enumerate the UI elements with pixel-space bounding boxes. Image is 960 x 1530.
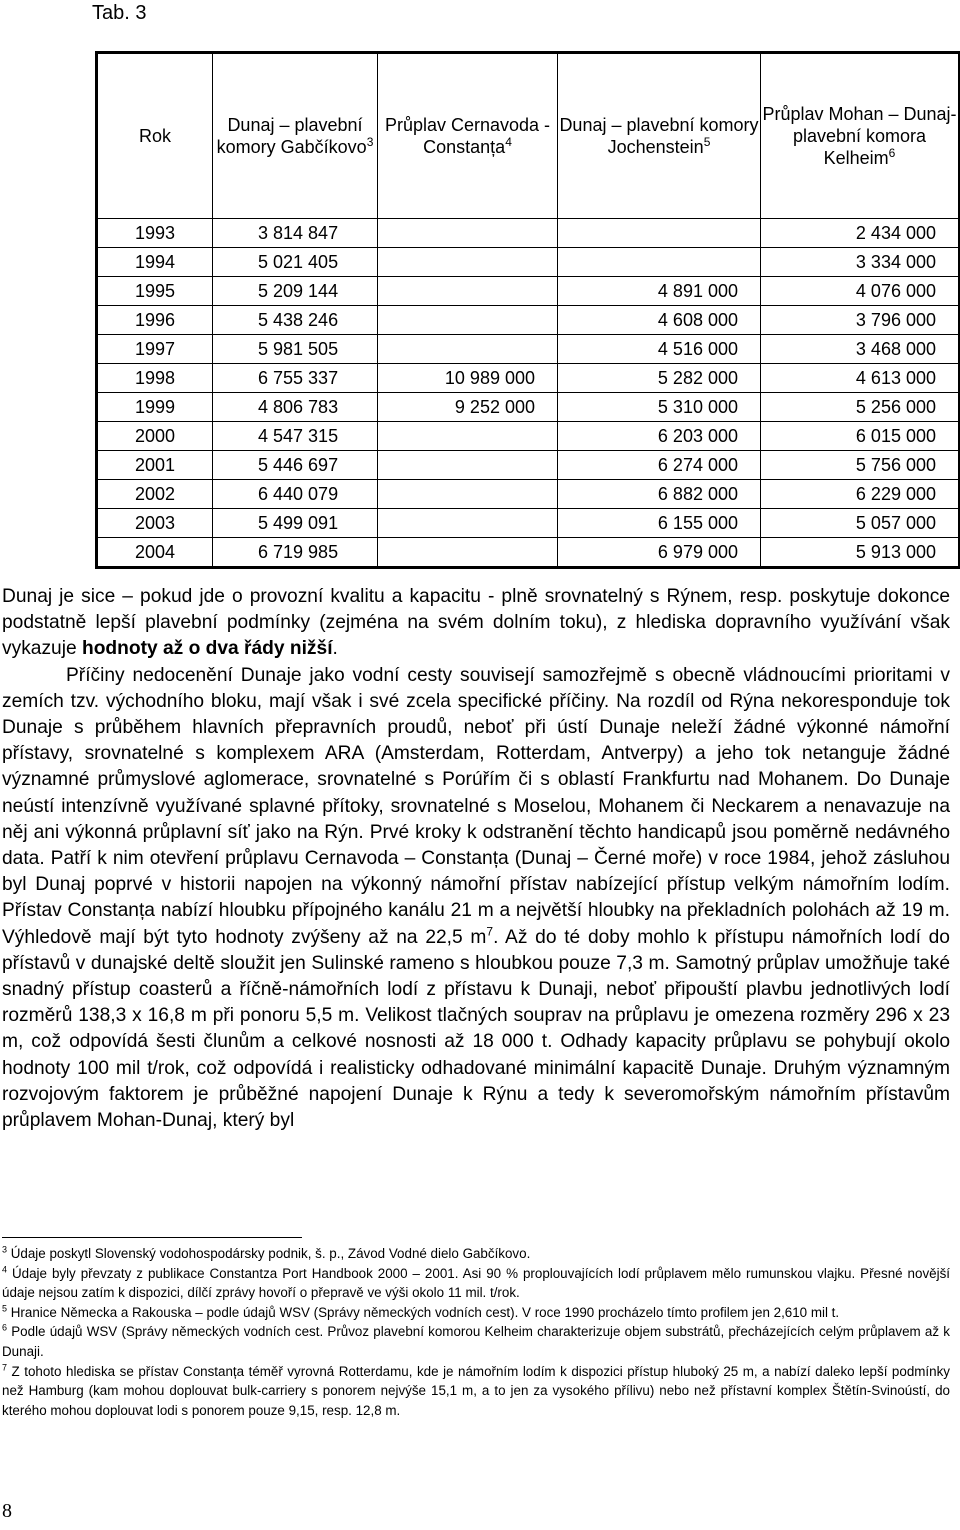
table-header-row [97,53,960,219]
table-row [97,393,960,422]
cell-jochenstein: 6 979 000 [558,538,761,568]
cell-cernavoda: 10 989 000 [378,364,558,393]
cell-jochenstein: 6 882 000 [558,480,761,509]
table-row [97,480,960,509]
cell-year: 1993 [97,219,213,248]
cell-kelheim: 4 613 000 [761,364,960,393]
cell-kelheim: 4 076 000 [761,277,960,306]
table-row [97,219,960,248]
cell-gabcikovo: 5 438 246 [213,306,378,335]
traffic-table [95,51,960,569]
cell-kelheim: 3 468 000 [761,335,960,364]
cell-cernavoda [378,480,558,509]
cell-gabcikovo: 5 021 405 [213,248,378,277]
cell-jochenstein: 5 310 000 [558,393,761,422]
footnote: $^5$ Hranice Německa a Rakouska – podle údajů WSV (Správy německých vodních cest). V roce 1990 procházelo tímto profilem jen 2,610 mil t. [2,1303,840,1320]
cell-gabcikovo: 6 440 079 [213,480,378,509]
table-row [97,509,960,538]
cell-year: 2000 [97,422,213,451]
cell-cernavoda [378,422,558,451]
header-jochenstein: Dunaj – plavební komory Jochenstein$^5$ [558,53,761,219]
cell-year: 2001 [97,451,213,480]
cell-jochenstein: 4 516 000 [558,335,761,364]
header-gabcikovo: Dunaj – plavební komory Gabčíkovo$^3$ [213,53,378,219]
cell-gabcikovo: 4 806 783 [213,393,378,422]
cell-cernavoda [378,219,558,248]
cell-kelheim: 2 434 000 [761,219,960,248]
cell-kelheim: 6 015 000 [761,422,960,451]
cell-jochenstein: 6 274 000 [558,451,761,480]
footnote-separator [2,1237,302,1238]
cell-gabcikovo: 6 719 985 [213,538,378,568]
cell-year: 1995 [97,277,213,306]
cell-gabcikovo: 5 499 091 [213,509,378,538]
cell-cernavoda [378,538,558,568]
header-cernavoda: Průplav Cernavoda - Constanța$^4$ [378,53,558,219]
cell-gabcikovo: 3 814 847 [213,219,378,248]
cell-jochenstein: 5 282 000 [558,364,761,393]
page-number: 8 [2,1500,12,1522]
cell-year: 2003 [97,509,213,538]
cell-gabcikovo: 5 209 144 [213,277,378,306]
table-row [97,422,960,451]
cell-year: 2004 [97,538,213,568]
table-row [97,248,960,277]
cell-jochenstein: 4 891 000 [558,277,761,306]
paragraph: Dunaj je sice – pokud jde o provozní kvalitu a kapacitu - plně srovnatelný s Rýnem, resp. poskytuje dokonce podstatně lepší plavební podmínky (zejména na svém dolním toku), z hlediska dopravního využívání však vykazuje hodnoty až o dva řády nižší. [2,586,950,660]
cell-kelheim: 3 796 000 [761,306,960,335]
footnote: $^6$ Podle údajů WSV (Správy německých vodních cest. Průvoz plavební komorou Kelheim charakterizuje objem substrátů, přecházejících celým průplavem až k Dunaji. [2,1322,950,1359]
cell-kelheim: 5 756 000 [761,451,960,480]
header-year: Rok [97,53,213,219]
cell-gabcikovo: 5 981 505 [213,335,378,364]
table-row [97,335,960,364]
cell-kelheim: 5 913 000 [761,538,960,568]
table-row [97,277,960,306]
cell-jochenstein: 6 203 000 [558,422,761,451]
cell-cernavoda: 9 252 000 [378,393,558,422]
table-row [97,364,960,393]
body-text [2,584,950,1134]
cell-jochenstein [558,248,761,277]
footnotes [2,1244,950,1420]
cell-jochenstein: 6 155 000 [558,509,761,538]
cell-year: 1996 [97,306,213,335]
cell-gabcikovo: 6 755 337 [213,364,378,393]
cell-year: 2002 [97,480,213,509]
cell-cernavoda [378,248,558,277]
footnote: $^4$ Údaje byly převzaty z publikace Constantza Port Handbook 2000 – 2001. Asi 90 % proplouvajících lodí průplavem mělo rumunskou vlajku. Přesné novější údaje nejsou zatím k dispozici, dílčí zprávy hovoří o přepravě ve výši okolo 11 mil. t/rok. [2,1264,950,1301]
cell-kelheim: 5 057 000 [761,509,960,538]
cell-year: 1997 [97,335,213,364]
table-row [97,306,960,335]
cell-jochenstein: 4 608 000 [558,306,761,335]
header-kelheim: Průplav Mohan – Dunaj- plavební komora Kelheim$^6$ [761,53,960,219]
cell-kelheim: 5 256 000 [761,393,960,422]
cell-year: 1999 [97,393,213,422]
table-row [97,538,960,568]
cell-cernavoda [378,335,558,364]
cell-kelheim: 6 229 000 [761,480,960,509]
footnote: $^3$ Údaje poskytl Slovenský vodohospodársky podnik, š. p., Závod Vodné dielo Gabčíkovo. [2,1244,531,1261]
cell-kelheim: 3 334 000 [761,248,960,277]
cell-cernavoda [378,451,558,480]
table-caption: Tab. 3 [92,2,147,24]
cell-cernavoda [378,306,558,335]
footnote: $^7$ Z tohoto hlediska se přístav Constanța téměř vyrovná Rotterdamu, kde je námořním lodím k dispozici přístup hluboký 25 m, a nabízí daleko lepší podmínky než Hamburg (kam mohou doplouvat bulk-carriery s ponorem nejvýše 15,1 m, a to jen za vysokého přílivu) nebo než přístavní komplex Štětín-Svinoústí, do kterého mohou doplouvat lodi s ponorem pouze 9,15, resp. 12,8 m. [2,1362,950,1418]
cell-gabcikovo: 5 446 697 [213,451,378,480]
cell-gabcikovo: 4 547 315 [213,422,378,451]
cell-year: 1998 [97,364,213,393]
table-row [97,451,960,480]
cell-jochenstein [558,219,761,248]
cell-cernavoda [378,509,558,538]
cell-year: 1994 [97,248,213,277]
paragraph: Příčiny nedocenění Dunaje jako vodní cesty souvisejí samozřejmě s obecně vládnoucími prioritami v zemích tzv. východního bloku, mají však i své zcela specifické příčiny. Na rozdíl od Rýna nekoresponduje tok Dunaje s průběhem hlavních přepravních proudů, neboť při ústí Dunaje neleží žádné výkonné námořní přístavy, srovnatelné s komplexem ARA (Amsterdam, Rotterdam, Antverpy) a jeho tok netanguje žádné významné průmyslové aglomerace, srovnatelné s Porúřím či s oblastí Frankfurtu nad Mohanem. Do Dunaje neústí intenzívně využívané splavné přítoky, srovnatelné s Moselou, Mohanem či Neckarem a nenavazuje na něj ani výkonná průplavní síť jako na Rýn. Prvé kroky k odstranění těchto handicapů jsou poměrně nedávného data. Patří k nim otevření průplavu Cernavoda – Constanța (Dunaj – Černé moře) v roce 1984, jehož zásluhou byl Dunaj poprvé v historii napojen na výkonný námořní přístav nabízející přístup velkým námořním lodím. Přístav Constanța nabízí hloubku přípojného kanálu 21 m a největší hloubky na překladních polohách až 19 m. Výhledově mají být tyto hodnoty zvýšeny až na 22,5 $m^7$. Až do té doby mohlo k přístupu námořních lodí do přístavů v dunajské deltě sloužit jen Sulinské rameno s hloubkou pouze 7,3 m. Samotný průplav umožňuje také snadný přístup coasterů a říčně-námořních lodí z přístavu k Dunaji, neboť připouští plavbu jednotlivých lodí rozměrů 138,3 x 16,8 m při ponoru 5,5 m. Velikost tlačných souprav na průplavu je omezena rozměry 296 x 23 m, což odpovídá šesti člunům a celkové nosnosti až 18 000 t. Odhady kapacity průplavu se pohybují okolo hodnoty 100 mil t/rok, což odpovídá i realisticky odhadované minimální kapacitě Dunaje. Druhým významným rozvojovým faktorem je průběžné napojení Dunaje k Rýnu a tedy k severomořským námořním přístavům průplavem Mohan-Dunaj, který byl [2,664,950,1132]
cell-cernavoda [378,277,558,306]
